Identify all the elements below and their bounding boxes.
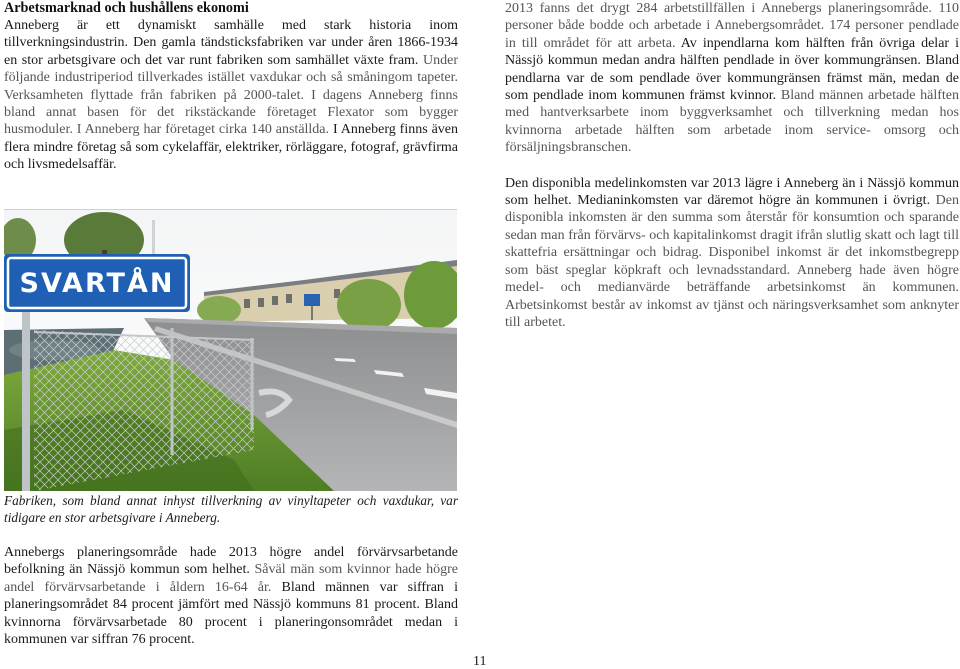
right-column [505, 0, 959, 331]
factory-photo [4, 209, 457, 491]
left-column-top [4, 0, 458, 174]
intro-text-3: I Anneberg finns även flera mindre företag så som cykelaffär, elektriker, rörläggare, fotograf, grävfirma och livsmedelsaffär. [4, 122, 459, 173]
income-text-1: Den disponibla medelinkomsten var 2013 lägre i Anneberg än i Nässjö kommun som helhet. Medianinkomsten var däremot högre än kommunen i övrigt. [505, 175, 959, 209]
section-heading: Arbetsmarknad och hushållens ekonomi [4, 0, 249, 16]
jobs-paragraph [505, 0, 959, 157]
intro-paragraph [4, 17, 458, 174]
svartan-sign [4, 254, 190, 312]
factory-road-sign-illustration [4, 210, 457, 491]
employment-text-1: Annebergs planeringsområde hade 2013 högre andel förvärvsarbetande befolkning än Nässjö kommun som helhet. [4, 545, 458, 578]
photo-caption: Fabriken, som bland annat inhyst tillverkning av vinyltapeter och vaxdukar, var tidigare en stor arbetsgivare i Anneberg. [4, 493, 458, 525]
income-text-2: Den disponibla inkomsten är den summa som återstår för konsumtion och sparande sedan man från förvärvs- och kapitalinkomst dragit ifrån slutlig skatt och lagt till skattefria ersättningar och bidrag. Disponibel inkomst är det inkomstbegrepp som bäst speglar köpkraft och levnadsstandard. Anneberg hade även högre medel- och medianvärde beträffande arbetsinkomst än kommunen. Arbetsinkomst består av inkomst av tjänst och näringsverksamhet som anknyter till arbetet. [505, 193, 959, 330]
intro-text-1: Anneberg är ett dynamiskt samhälle med stark historia inom tillverkningsindustrin. Den gamla tändsticksfabriken var under åren 1866-1934 en stor arbetsgivare och det var runt fabriken som samhället växte fram. [4, 18, 458, 68]
employment-paragraph [4, 544, 458, 648]
income-paragraph [505, 175, 959, 332]
jobs-text-3: Bland männen arbetade hälften med hantverksarbete inom byggverksamhet och tillverkning medan hos kvinnorna arbetade hälften som arbetade inom service- omsorg och försäljningsbranschen. [505, 88, 959, 156]
sign-text: SVARTÅN [19, 268, 175, 299]
employment-text-2: Såväl män som kvinnor hade högre andel förvärvsarbetande i åldern 16-64 år. [4, 562, 458, 595]
jobs-text-1: 2013 fanns det drygt 284 arbetstillfällen i Annebergs planeringsområde. 110 personer både bodde och arbetade i Annebergsområdet. 174 personer pendlade in till området för att arbeta. [505, 1, 959, 51]
jobs-text-2: Av inpendlarna kom hälften från övriga delar i Nässjö kommun medan andra hälften pendlade in över kommungränsen. Bland pendlarna var de som pendlade över kommungränsen främst män, medan de som pendlade inom kommunen främst kvinnor. [505, 35, 959, 104]
intro-text-2: Under följande industriperiod tillverkades istället vaxdukar och så småningom tapeter. Verksamheten flyttade från fabriken på 2000-talet. I dagens Anneberg finns bland annat basen för det rikstäckande företaget Flexator som bygger husmoduler. I Anneberg har företaget cirka 140 anställda. [4, 52, 458, 138]
left-column-bottom [4, 544, 458, 648]
page-number: 11 [473, 654, 487, 669]
employment-text-3: Bland männen var siffran i planeringsområdet 84 procent jämfört med Nässjö kommuns 81 procent. Bland kvinnorna förvärvsarbetade 80 procent i planeringonsområdet medan i kommunen var siffran 76 procent. [4, 579, 458, 648]
